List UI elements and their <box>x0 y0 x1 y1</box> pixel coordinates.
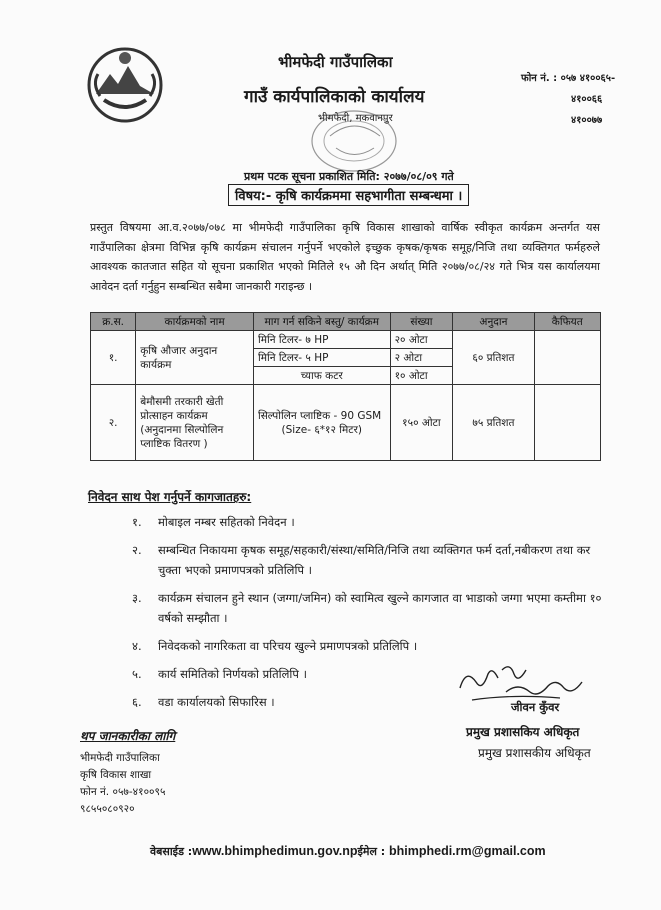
list-item <box>132 588 602 628</box>
list-item-text: मोबाइल नम्बर सहितको निवेदन । <box>158 515 295 529</box>
cell-qty: १५० ओटा <box>390 385 453 461</box>
cell-item: मिनि टिलर- ७ HP <box>253 331 390 349</box>
col-header-sn: क्र.स. <box>91 313 136 331</box>
cell-remarks <box>534 331 600 385</box>
list-item-text: वडा कार्यालयको सिफारिस । <box>158 695 275 709</box>
cell-item: च्याफ कटर <box>253 367 390 385</box>
cell-item <box>253 385 390 461</box>
list-item-number: ३. <box>132 591 142 605</box>
list-item-number: ५. <box>132 667 142 681</box>
cell-sn: २. <box>91 385 136 461</box>
table-row <box>91 331 601 349</box>
nepal-emblem-icon <box>84 44 166 126</box>
cell-sn: १. <box>91 331 136 385</box>
cell-item: मिनि टिलर- ५ HP <box>253 349 390 367</box>
cell-grant: ७५ प्रतिशत <box>453 385 534 461</box>
cell-item-line: सिल्पोलिन प्लाष्टिक - 90 GSM <box>257 409 382 422</box>
cell-item-line: (Size- ६*१२ मिटर) <box>281 423 362 436</box>
list-item-number: ६. <box>132 695 142 709</box>
contact-line: कृषि विकास शाखा <box>80 769 152 781</box>
phone-number-2: ४१००६६ <box>571 94 603 105</box>
email-link[interactable]: bhimphedi.rm@gmail.com <box>388 844 546 858</box>
list-item-text: कार्य समितिको निर्णयको प्रतिलिपि । <box>158 667 307 681</box>
office-address: भीमफेदी, मकवानपुर <box>318 113 393 124</box>
cell-qty: २० ओटा <box>390 331 453 349</box>
cell-qty: २ ओटा <box>390 349 453 367</box>
phone-label: फोन नं. <box>521 73 550 84</box>
subject-line: विषय:- कृषि कार्यक्रममा सहभागीता सम्बन्धमा । <box>228 184 469 206</box>
signatory-name: जीवन कुँवर <box>511 700 560 714</box>
list-item <box>132 540 602 580</box>
cell-program: कृषि औजार अनुदान कार्यक्रम <box>136 331 254 385</box>
phone-number-1: ०५७ ४१००६५- <box>560 73 616 84</box>
col-header-grant: अनुदान <box>453 313 534 331</box>
list-item-text: कार्यक्रम संचालन हुने स्थान (जग्गा/जमिन) को स्वामित्व खुल्ने कागजात वा भाडाको जग्गा भएमा कम्तीमा १० वर्षको सम्झौता । <box>158 591 602 625</box>
cell-program: बेमौसमी तरकारी खेती प्रोत्साहन कार्यक्रम (अनुदानमा सिल्पोलिन प्लाष्टिक वितरण ) <box>136 385 254 461</box>
cell-grant: ६० प्रतिशत <box>453 331 534 385</box>
email-label: ईमेल : <box>357 845 386 858</box>
table-header-row <box>91 313 601 331</box>
phone-block: फोन नं. : ०५७ ४१००६५- ४१००६६ ४१००७७ <box>521 68 615 131</box>
website-label: वेबसाईड : <box>150 845 193 858</box>
contact-line: ९८५५०८०९२० <box>80 803 135 815</box>
program-table <box>90 312 601 461</box>
contact-line: फोन नं. ०५७-४१००९५ <box>80 786 166 798</box>
cell-qty: १० ओटा <box>390 367 453 385</box>
office-title: गाउँ कार्यपालिकाको कार्यालय <box>244 87 425 107</box>
contact-line: भीमफेदी गाउँपालिका <box>80 752 160 764</box>
list-item-number: १. <box>132 515 142 529</box>
list-item-number: २. <box>132 543 142 557</box>
list-item-number: ४. <box>132 639 142 653</box>
phone-number-3: ४१००७७ <box>571 115 603 126</box>
notice-body: प्रस्तुत विषयमा आ.व.२०७७/०७८ मा भीमफेदी गाउँपालिका कृषि विकास शाखाको वार्षिक स्वीकृत कार्यक्रम अन्तर्गत यस गाउँपालिका क्षेत्रमा विभिन्न कृषि कार्यक्रम संचालन गर्नुपर्ने भएकोले इच्छुक कृषक/कृषक समूह/निजि तथा व्यक्तिगत फर्महरुले आवश्यक कातजात सहित यो सूचना प्रकाशित भएको मितिले १५ औ दिन अर्थात् मिति २०७७/०८/२४ गते भित्र यस कार्यालयमा आवेदन दर्ता गर्नुहुन सम्बन्धित सबैमा जानकारी गराइन्छ । <box>90 221 600 293</box>
published-date: प्रथम पटक सूचना प्रकाशित मिति: २०७७/०८/०९ गते <box>244 170 454 183</box>
table-row <box>91 385 601 461</box>
signatory-title-stamp: प्रमुख प्रशासकीय अधिकृत <box>478 746 591 760</box>
col-header-remarks: कैफियत <box>534 313 600 331</box>
contact-block <box>80 750 165 818</box>
contact-heading: थप जानकारीका लागि <box>80 729 176 743</box>
list-item <box>132 512 602 532</box>
office-name: भीमफेदी गाउँपालिका <box>278 53 393 71</box>
cell-remarks <box>534 385 600 461</box>
office-stamp-icon <box>300 106 408 176</box>
documents-heading: निवेदन साथ पेश गर्नुपर्ने कागजातहरु: <box>88 490 252 504</box>
col-header-program: कार्यक्रमको नाम <box>136 313 254 331</box>
website-link[interactable]: www.bhimphedimun.gov.np <box>192 844 358 858</box>
signatory-title: प्रमुख प्रशासकिय अधिकृत <box>466 725 580 739</box>
footer <box>150 844 546 859</box>
list-item-text: सम्बन्धित निकायमा कृषक समूह/सहकारी/संस्था/समिति/निजि तथा व्यक्तिगत फर्म दर्ता,नबीकरण तथा कर चुक्ता भएको प्रमाणपत्रको प्रतिलिपि । <box>158 543 591 577</box>
list-item-text: निवेदकको नागरिकता वा परिचय खुल्ने प्रमाणपत्रको प्रतिलिपि । <box>158 639 418 653</box>
col-header-items: माग गर्न सकिने बस्तु/ कार्यक्रम <box>253 313 390 331</box>
col-header-qty: संख्या <box>390 313 453 331</box>
